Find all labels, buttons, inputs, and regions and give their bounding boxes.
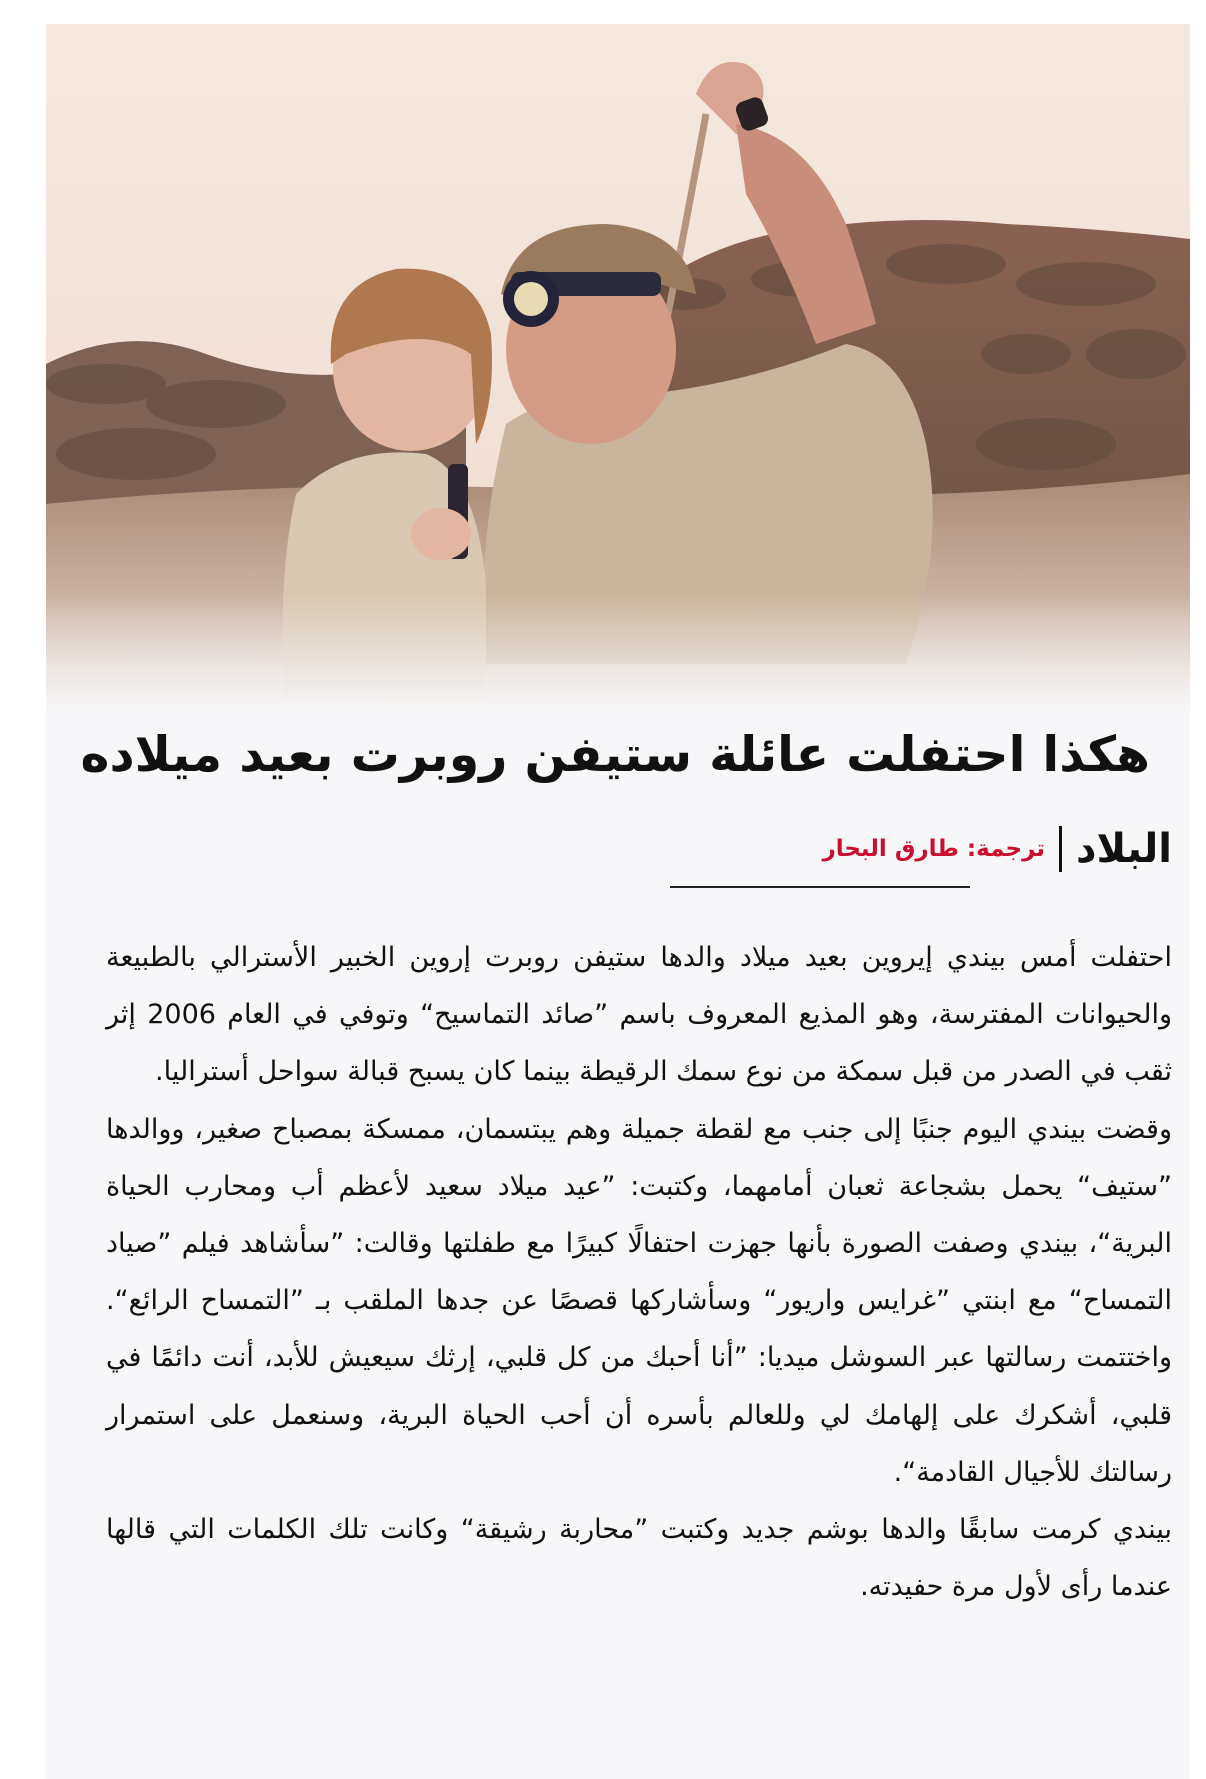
article-body — [106, 929, 1172, 1615]
byline-underline — [670, 886, 970, 888]
paragraph-1: احتفلت أمس بيندي إيروين بعيد ميلاد والدها ستيفن روبرت إروين الخبير الأسترالي بالطبيعة والحيوانات المفترسة، وهو المذيع المعروف باسم ”صائد التماسيح“ وتوفي في العام 2006 إثر ثقب في الصدر من قبل سمكة من نوع سمك الرقيطة بينما كان يسبح قبالة سواحل أستراليا. — [106, 942, 1173, 1088]
byline — [822, 826, 1172, 872]
newspaper-page — [46, 24, 1190, 1779]
article-photo — [46, 24, 1190, 714]
photo-fade — [46, 594, 1190, 714]
translator-credit: ترجمة: طارق البحار — [822, 836, 1046, 862]
byline-divider — [1059, 826, 1062, 872]
paragraph-3: بيندي كرمت سابقًا والدها بوشم جديد وكتبت ”محاربة رشيقة“ وكانت تلك الكلمات التي قالها عندما رأى لأول مرة حفيدته. — [106, 1514, 1172, 1603]
newspaper-logo: البلاد — [1076, 826, 1172, 872]
headline: هكذا احتفلت عائلة ستيفن روبرت بعيد ميلاده — [80, 726, 1150, 783]
paragraph-2: وقضت بيندي اليوم جنبًا إلى جنب مع لقطة جميلة وهم يبتسمان، ممسكة بمصباح صغير، ووالدها ”ستيف“ يحمل بشجاعة ثعبان أمامهما، وكتبت: ”عيد ميلاد سعيد لأعظم أب ومحارب الحياة البرية“، بيندي وصفت الصورة بأنها جهزت احتفالًا كبيرًا مع طفلتها وقالت: ”سأشاهد فيلم ”صياد التمساح“ مع ابنتي ”غرايس واريور“ وسأشاركها قصصًا عن جدها الملقب بـ ”التمساح الرائع“. واختتمت رسالتها عبر السوشل ميديا: ”أنا أحبك من كل قلبي، إرثك سيعيش للأبد، أنت دائمًا في قلبي، أشكرك على إلهامك لي وللعالم بأسره أن أحب الحياة البرية، وسنعمل على استمرار رسالتك للأجيال القادمة“. — [106, 1113, 1172, 1488]
